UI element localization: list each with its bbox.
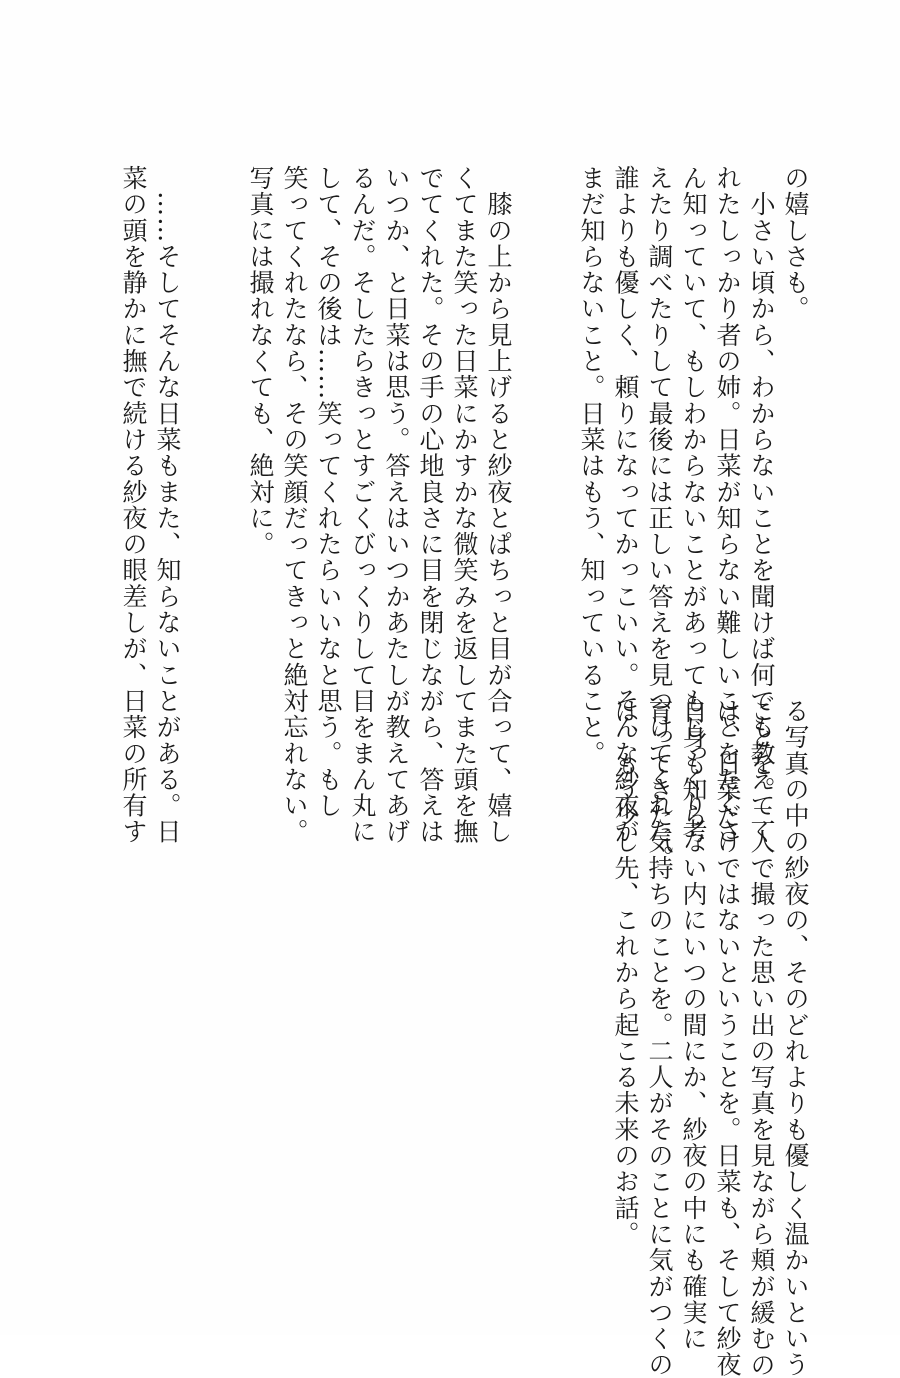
text-line: して、その後は……笑ってくれたらいいなと思う。もし [314,165,343,819]
text-line: 育ってきた気持ちのことを。二人がそのことに気がつくの [645,698,674,1378]
text-line: いつか、と日菜は思う。答えはいつかあたしが教えてあげ [382,165,411,845]
text-line: 菜の頭を静かに撫で続ける紗夜の眼差しが、日菜の所有す [119,165,148,845]
text-line: る写真の中の紗夜の、そのどれよりも優しく温かいという [781,698,810,1378]
text-line: えたり調べたりして最後には正しい答えを見つけてくれた。 [645,165,674,872]
text-line: の嬉しさも。 [781,165,810,322]
text-line: は、もう少し先、これから起こる未来のお話。 [611,698,640,1248]
text-line: 小さい頃から、わからないことを聞けば何でも教えてく [747,165,776,845]
text-line: 笑ってくれたなら、その笑顔だってきっと絶対忘れない。 [280,165,309,845]
text-line: くてまた笑った日菜にかすかな微笑みを返してまた頭を撫 [450,165,479,845]
text-line: でてくれた。その手の心地良さに目を閉じながら、答えは [416,165,445,845]
text-line: ことを。二人で撮った思い出の写真を見ながら頬が緩むの [747,698,776,1378]
text-line: は、日菜だけではないということを。日菜も、そして紗夜 [713,698,742,1378]
text-line: まだ知らないこと。日菜はもう、知っていること。 [577,165,606,767]
text-line: 誰よりも優しく、頼りになってかっこいい。そんな紗夜が [611,165,640,845]
text-line: るんだ。そしたらきっとすごくびっくりして目をまん丸に [348,165,377,845]
text-line: ん知っていて、もしわからないことがあってもじっくり考 [679,165,708,845]
text-line: ……そしてそんな日菜もまた、知らないことがある。日 [153,165,182,845]
text-line: 膝の上から見上げると紗夜とぱちっと目が合って、嬉し [484,165,513,845]
text-line: 自身も知らない内にいつの間にか、紗夜の中にも確実に [679,698,708,1352]
text-line: れたしっかり者の姉。日菜が知らない難しいことをたくさ [713,165,742,845]
text-line: 写真には撮れなくても、絶対に。 [246,165,275,558]
